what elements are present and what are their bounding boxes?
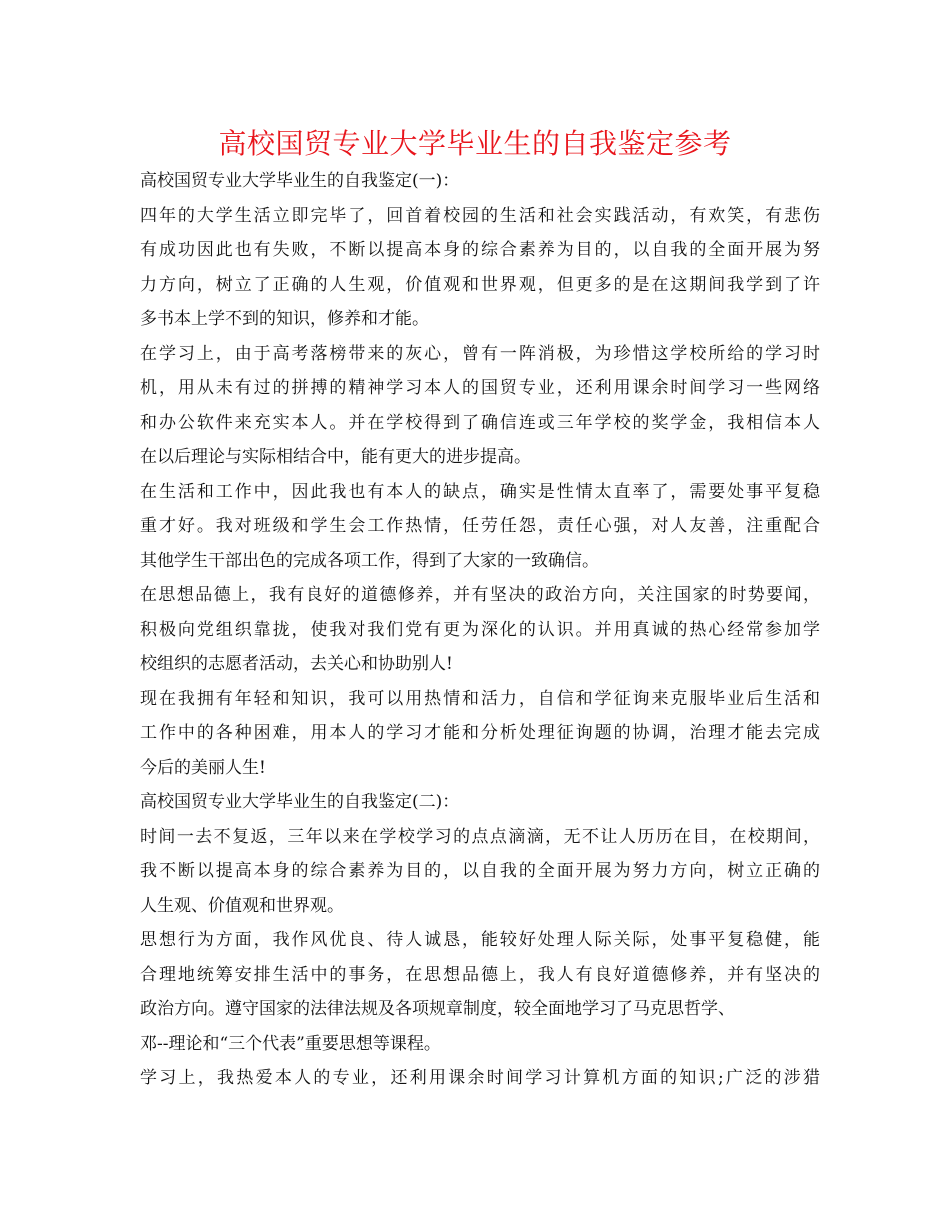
- text-line: 在以后理论与实际相结合中，能有更大的进步提高。: [140, 447, 531, 467]
- text-line: 高校国贸专业大学毕业生的自我鉴定(二)：: [140, 792, 460, 812]
- text-line: 多书本上学不到的知识，修养和才能。: [140, 309, 429, 329]
- text-line: 四年的大学生活立即完毕了，回首着校园的生活和社会实践活动，有欢笑，有悲伤: [140, 205, 820, 226]
- text-line: 有成功因此也有失败，不断以提高本身的综合素养为目的，以自我的全面开展为努: [140, 240, 820, 260]
- text-line: 机，用从未有过的拼搏的精神学习本人的国贸专业，还利用课余时间学习一些网络: [140, 378, 820, 398]
- text-line: 在学习上，由于高考落榜带来的灰心，曾有一阵消极，为珍惜这学校所给的学习时: [140, 343, 820, 364]
- text-line: 其他学生干部出色的完成各项工作，得到了大家的一致确信。: [140, 550, 599, 571]
- text-line: 今后的美丽人生!: [140, 757, 266, 778]
- document-body: [140, 164, 820, 1096]
- text-line: 人生观、价值观和世界观。: [140, 895, 344, 916]
- text-line: 力方向，树立了正确的人生观，价值观和世界观，但更多的是在这期间我学到了许: [140, 274, 820, 295]
- text-line: 高校国贸专业大学毕业生的自我鉴定(一)：: [140, 171, 460, 191]
- text-line: 积极向党组织靠拢，使我对我们党有更为深化的认识。并用真诚的热心经常参加学: [140, 619, 820, 640]
- text-line: 时间一去不复返，三年以来在学校学习的点点滴滴，无不让人历历在目，在校期间，: [140, 826, 820, 847]
- text-line: 和办公软件来充实本人。并在学校得到了确信连或三年学校的奖学金，我相信本人: [140, 412, 820, 433]
- text-line: 在思想品德上，我有良好的道德修养，并有坚决的政治方向，关注国家的时势要闻，: [140, 585, 820, 605]
- text-line: 在生活和工作中，因此我也有本人的缺点，确实是性情太直率了，需要处事平复稳: [140, 481, 820, 502]
- text-line: 校组织的志愿者活动，去关心和协助别人!: [140, 654, 453, 674]
- text-line: 邓--理论和“三个代表”重要思想等课程。: [140, 1033, 441, 1054]
- text-line: 重才好。我对班级和学生会工作热情，任劳任怨，责任心强，对人友善，注重配合: [140, 516, 820, 536]
- document-title: 高校国贸专业大学毕业生的自我鉴定参考: [218, 127, 732, 160]
- text-line: 政治方向。遵守国家的法律法规及各项规章制度，较全面地学习了马克思哲学、: [140, 999, 735, 1019]
- text-line: 思想行为方面，我作风优良、待人诚恳，能较好处理人际关际，处事平复稳健，能: [140, 930, 820, 950]
- text-line: 工作中的各种困难，用本人的学习才能和分析处理征询题的协调，治理才能去完成: [140, 723, 820, 743]
- text-line: 学习上，我热爱本人的专业，还利用课余时间学习计算机方面的知识;广泛的涉猎: [140, 1068, 820, 1088]
- text-line: 现在我拥有年轻和知识，我可以用热情和活力，自信和学征询来克服毕业后生活和: [140, 688, 820, 709]
- text-line: 合理地统筹安排生活中的事务，在思想品德上，我人有良好道德修养，并有坚决的: [140, 964, 820, 985]
- text-line: 我不断以提高本身的综合素养为目的，以自我的全面开展为努力方向，树立正确的: [140, 861, 820, 881]
